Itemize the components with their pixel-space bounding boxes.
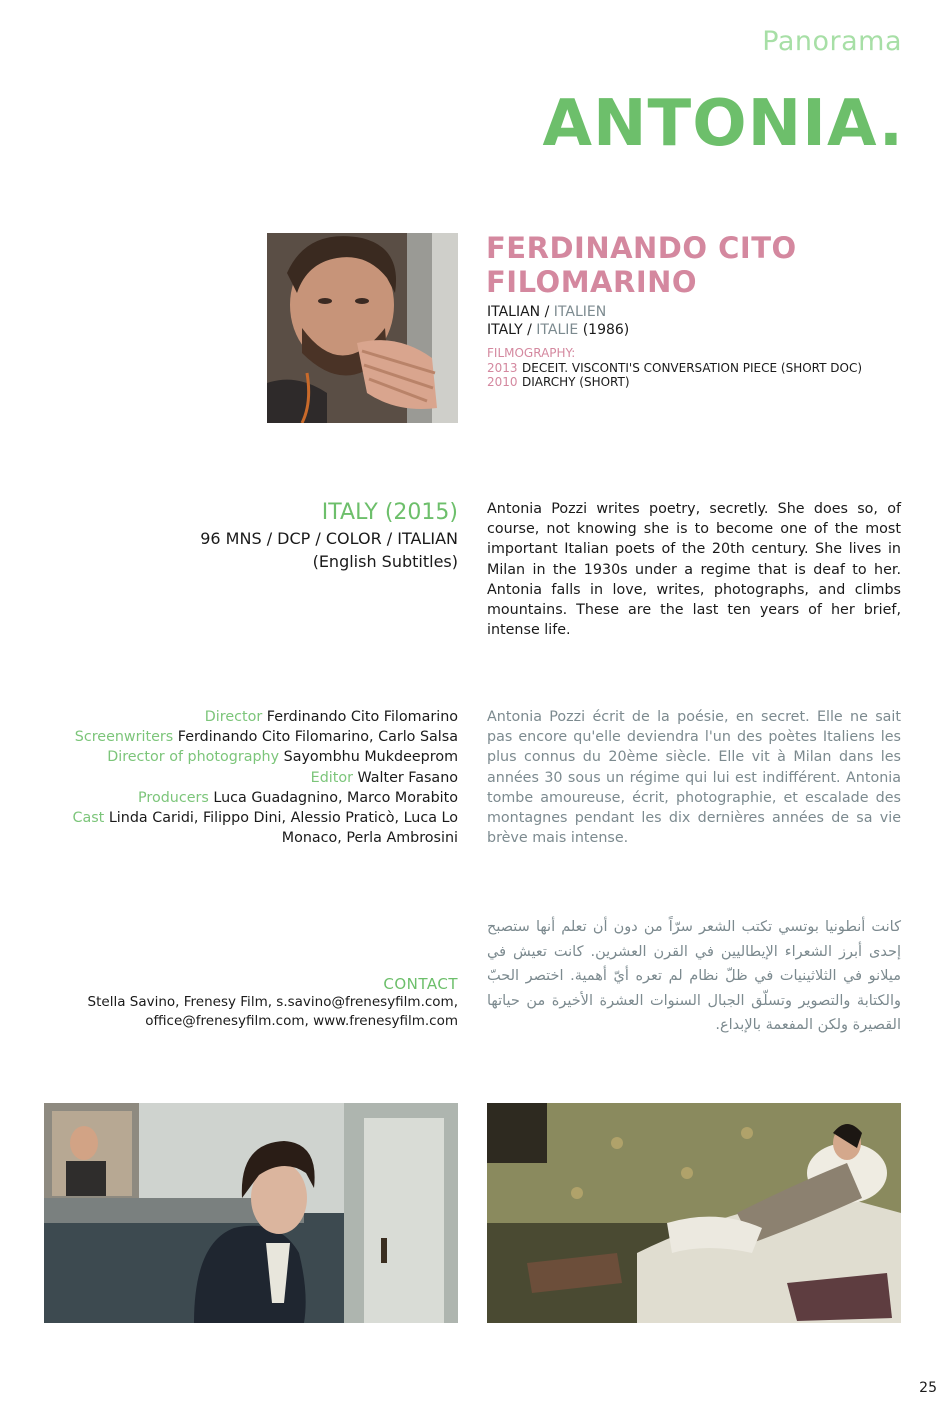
contact-line: Stella Savino, Frenesy Film, s.savino@frenesyfilm.com, [87, 994, 458, 1010]
credit-director: Director Ferdinando Cito Filomarino [204, 709, 458, 725]
filmography-item [487, 375, 862, 390]
synopsis-french: Antonia Pozzi écrit de la poésie, en secret. Elle ne sait pas encore qu'elle deviendra l'un des poètes Italiens les plus connus du 20ème siècle. Elle vit à Milan dans les années 30 sous un régime qui lui est indifférent. Antonia tombe amoureuse, écrit, photographie, et escalade des montagnes pendant les dix dernières années de sa vie brève mais intense. [487, 709, 901, 847]
film-country-year: ITALY (2015) [321, 500, 458, 525]
credit-photography: Director of photography Sayombhu Mukdeeprom [107, 749, 458, 766]
contact-label: CONTACT [383, 975, 458, 993]
section-label: Panorama [762, 26, 902, 57]
page-number: 25 [919, 1380, 937, 1396]
contact-info [38, 993, 458, 1031]
filmography [487, 346, 862, 390]
film-specs [158, 527, 458, 573]
credits [38, 707, 458, 848]
nationality-fr: ITALIEN [553, 304, 607, 320]
director-nationality: ITALIAN / ITALIEN ITALY / ITALIE (1986) [487, 304, 630, 338]
filmography-title: DECEIT. VISCONTI'S CONVERSATION PIECE (SHORT DOC) [522, 360, 863, 375]
synopsis-arabic: كانت أنطونيا بوتسي تكتب الشعر سرّاً من دون أن تعلم أنها ستصبح إحدى أبرز الشعراء الإيطاليين في القرن العشرين. كانت تعيش في ميلانو في الثلاثينيات في ظلّ نظام لم تعره أيّ أهمية. اختصر الحبّ والكتابة والتصوير وتسلّق الجبال السنوات العشرة الأخيرة من حياتها القصيرة ولكن المفعمة بالإبداع. [487, 919, 901, 1033]
filmography-year: 2010 [487, 375, 518, 389]
film-format: 96 MNS / DCP / COLOR / ITALIAN [200, 529, 458, 548]
film-still-window [44, 1103, 458, 1323]
credit-editor: Editor Walter Fasano [310, 769, 458, 786]
nationality-en: ITALIAN [487, 304, 541, 320]
filmography-label: FILMOGRAPHY: [487, 346, 576, 360]
birth-year: (1986) [582, 322, 630, 338]
filmography-title: DIARCHY (SHORT) [522, 375, 630, 389]
director-name: FERDINANDO CITO FILOMARINO [486, 231, 797, 299]
filmography-item [487, 361, 862, 376]
filmography-year: 2013 [487, 360, 518, 375]
film-title: ANTONIA. [542, 87, 904, 161]
film-still-bedroom [487, 1103, 901, 1323]
credit-producers: Producers Luca Guadagnino, Marco Morabito [138, 789, 458, 806]
contact-line: office@frenesyfilm.com, www.frenesyfilm.com [145, 1013, 458, 1029]
synopsis-english: Antonia Pozzi writes poetry, secretly. She does so, of course, not knowing she is to become one of the most important Italian poets of the 20th century. She lives in Milan in the 1930s under a regime that is deaf to her. Antonia falls in love, writes, photographs, and climbs mountains. These are the last ten years of her brief, intense life. [487, 501, 901, 639]
country-fr: ITALIE [536, 322, 579, 338]
credit-screenwriters: Screenwriters Ferdinando Cito Filomarino, Carlo Salsa [74, 729, 458, 746]
credit-cast: Cast Linda Caridi, Filippo Dini, Alessio Praticò, Luca Lo Monaco, Perla Ambrosini [72, 810, 458, 847]
country-en: ITALY [487, 322, 523, 338]
director-portrait [267, 233, 458, 423]
film-subtitles: (English Subtitles) [312, 552, 458, 571]
